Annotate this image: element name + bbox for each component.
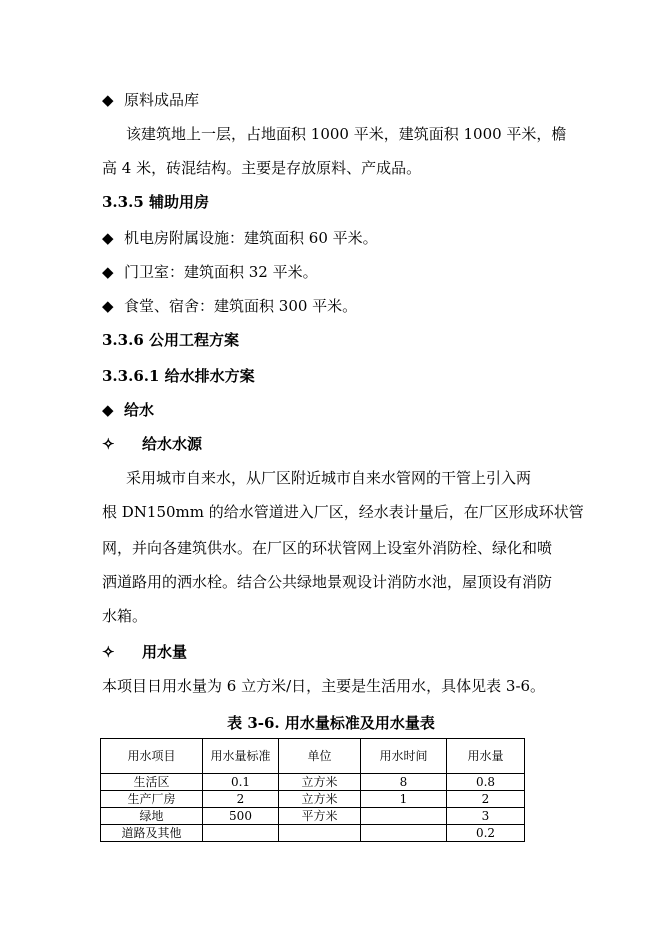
source-p1: 采用城市自来水，从厂区附近城市自来水管网的干管上引入两	[126, 469, 532, 487]
water-heading: 3.3.6.1 给水排水方案	[102, 367, 255, 385]
diamond-bullet-icon: ◆	[102, 91, 114, 109]
star-bullet-icon: ✧	[102, 435, 115, 453]
supply-title-line	[102, 400, 154, 420]
table-cell: 立方米	[279, 774, 361, 791]
warehouse-desc-2: 高 4 米，砖混结构。主要是存放原料、产成品。	[102, 159, 422, 177]
aux-item-3: 食堂、宿舍：建筑面积 300 平米。	[124, 297, 358, 315]
diamond-bullet-icon: ◆	[102, 297, 114, 315]
aux-item-2: 门卫室：建筑面积 32 平米。	[124, 263, 318, 281]
table-cell: 生活区	[101, 774, 203, 791]
table-cell: 3	[447, 808, 525, 825]
water-usage-table	[100, 738, 525, 842]
table-cell: 0.1	[203, 774, 279, 791]
source-title: 给水水源	[142, 435, 203, 453]
table-cell: 0.8	[447, 774, 525, 791]
diamond-bullet-icon: ◆	[102, 263, 114, 281]
source-p3: 网，并向各建筑供水。在厂区的环状管网上设室外消防栓、绿化和喷	[102, 539, 553, 557]
table-cell	[279, 825, 361, 842]
aux-item-3-line	[102, 296, 357, 316]
usage-title-line	[102, 642, 187, 662]
table-cell: 生产厂房	[101, 791, 203, 808]
table-header-cell: 单位	[279, 739, 361, 774]
table-header-row	[101, 739, 525, 774]
diamond-bullet-icon: ◆	[102, 401, 114, 419]
supply-title: 给水	[124, 401, 155, 419]
table-header-cell: 用水量标准	[203, 739, 279, 774]
table-cell: 2	[447, 791, 525, 808]
table-cell: 绿地	[101, 808, 203, 825]
aux-item-2-line	[102, 262, 318, 282]
table-cell: 平方米	[279, 808, 361, 825]
aux-heading: 3.3.5 辅助用房	[102, 193, 209, 211]
table-cell	[361, 808, 447, 825]
warehouse-title: 原料成品库	[124, 91, 200, 109]
source-title-line	[102, 434, 202, 454]
table-header-cell: 用水时间	[361, 739, 447, 774]
usage-title: 用水量	[142, 643, 188, 661]
table-row	[101, 774, 525, 791]
table-row	[101, 825, 525, 842]
public-heading: 3.3.6 公用工程方案	[102, 331, 239, 349]
table-cell	[203, 825, 279, 842]
warehouse-title-line	[102, 90, 199, 110]
source-p2: 根 DN150mm 的给水管道进入厂区，经水表计量后，在厂区形成环状管	[102, 503, 584, 521]
table-cell: 道路及其他	[101, 825, 203, 842]
table-cell: 0.2	[447, 825, 525, 842]
table-cell: 1	[361, 791, 447, 808]
table-header-cell: 用水量	[447, 739, 525, 774]
aux-item-1-line	[102, 228, 378, 248]
source-p4: 洒道路用的洒水栓。结合公共绿地景观设计消防水池，屋顶设有消防	[102, 573, 553, 591]
table-cell	[361, 825, 447, 842]
table-cell: 500	[203, 808, 279, 825]
warehouse-desc-1: 该建筑地上一层，占地面积 1000 平米，建筑面积 1000 平米，檐	[126, 125, 567, 143]
usage-desc: 本项目日用水量为 6 立方米/日，主要是生活用水，具体见表 3-6。	[102, 677, 546, 695]
table-cell: 立方米	[279, 791, 361, 808]
table-caption: 表 3-6. 用水量标准及用水量表	[227, 714, 435, 732]
star-bullet-icon: ✧	[102, 643, 115, 661]
table-row	[101, 808, 525, 825]
table-cell: 2	[203, 791, 279, 808]
table-header-cell: 用水项目	[101, 739, 203, 774]
aux-item-1: 机电房附属设施：建筑面积 60 平米。	[124, 229, 378, 247]
source-p5: 水箱。	[102, 607, 148, 625]
diamond-bullet-icon: ◆	[102, 229, 114, 247]
table-row	[101, 791, 525, 808]
table-cell: 8	[361, 774, 447, 791]
